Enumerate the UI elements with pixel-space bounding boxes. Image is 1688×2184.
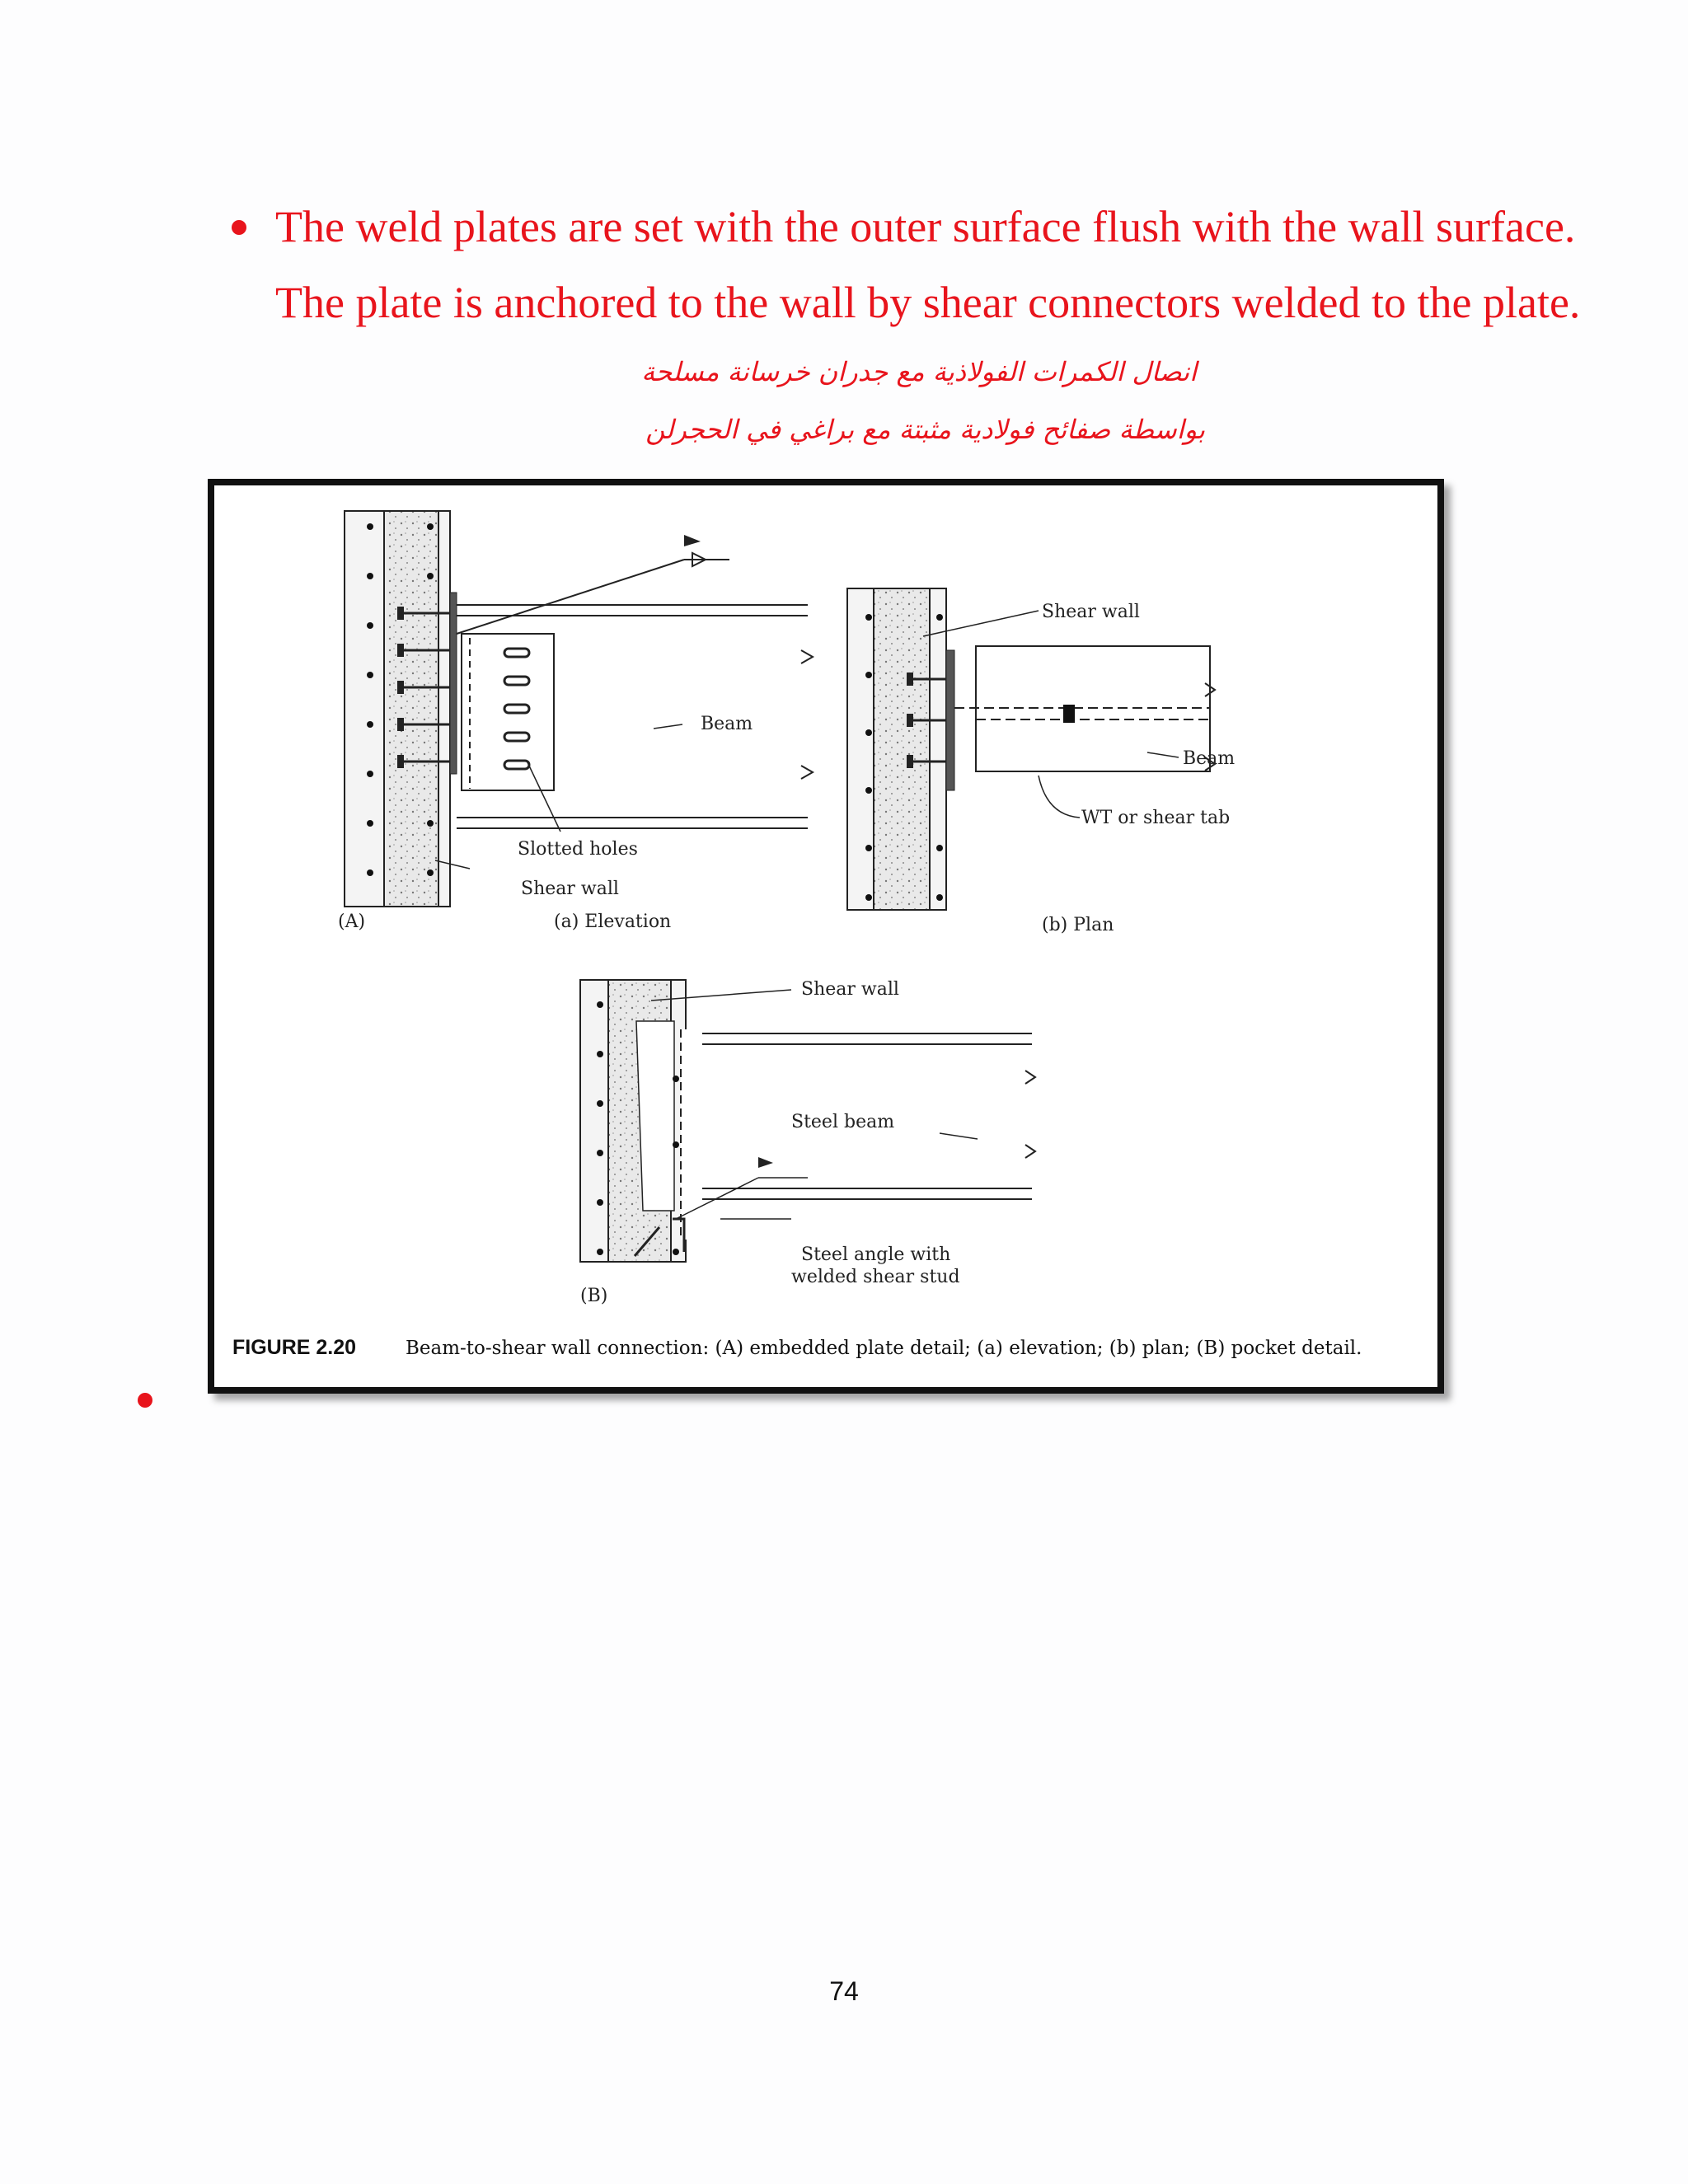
label-A: (A) [338, 912, 366, 932]
empty-bullet-marker [138, 1393, 152, 1408]
connection-diagram [214, 485, 1437, 1387]
plan-wall [847, 588, 954, 910]
bullet-marker [232, 220, 246, 235]
label-elevation: (a) Elevation [554, 912, 672, 932]
label-angle-line-1: Steel angle with [801, 1244, 951, 1265]
label-plan: (b) Plan [1042, 915, 1114, 935]
elevation-beam [457, 605, 813, 828]
label-steel-beam: Steel beam [791, 1112, 895, 1132]
label-beam-b: Beam [1183, 748, 1236, 769]
figure-2-20 [208, 479, 1444, 1394]
bullet-line-1: The weld plates are set with the outer surface flush with the wall surface. [275, 202, 1576, 251]
plan-beam [954, 646, 1215, 771]
bullet-line-2: The plate is anchored to the wall by shear connectors welded to the plate. [275, 278, 1581, 327]
pocket-wall [580, 980, 702, 1262]
figure-caption-text: Beam-to-shear wall connection: (A) embedded plate detail; (a) elevation; (b) plan; (B) pocket detail. [406, 1338, 1362, 1359]
label-shear-wall-b: Shear wall [1042, 602, 1140, 622]
label-B: (B) [580, 1286, 608, 1306]
label-wt-tab: WT or shear tab [1081, 808, 1231, 828]
arabic-line-1: انصال الكمرات الفولاذية مع جدران خرسانة مسلحة [641, 356, 1197, 387]
label-angle-line-2: welded shear stud [791, 1267, 960, 1287]
figure-caption-label: FIGURE 2.20 [232, 1336, 357, 1359]
elevation-wall [345, 511, 457, 907]
label-shear-wall-a: Shear wall [521, 879, 619, 899]
arabic-line-2: بواسطة صفائح فولادية مثبتة مع براغي في الحجرلن [645, 414, 1205, 445]
label-beam-a: Beam [701, 714, 753, 734]
label-slotted-holes: Slotted holes [518, 839, 638, 860]
page-number: 74 [829, 1976, 859, 2006]
label-shear-wall-c: Shear wall [801, 979, 899, 1000]
